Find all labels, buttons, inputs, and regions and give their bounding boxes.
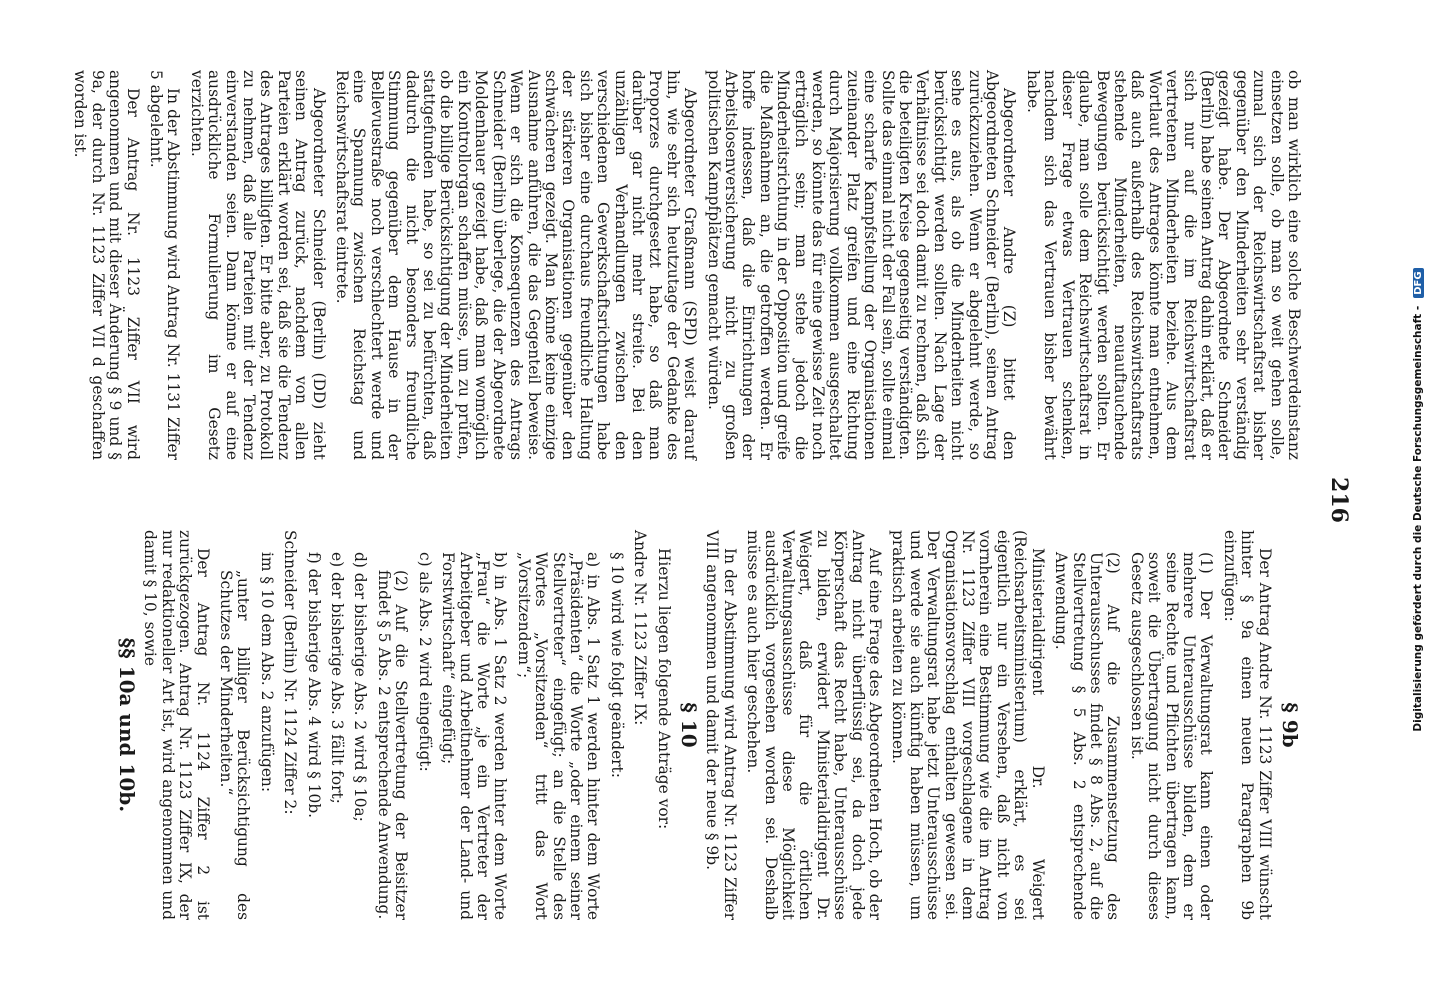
paragraph: ob man wirklich eine solche Beschwerdeinstanz einsetzen solle, ob man so weit gehen solle, zumal sich der Reichswirtschaftsrat bisher gegenüber den Minderheiten sehr verständig gezeigt habe. Der Abgeordnete Schneider (Berlin) habe seinen Antrag dahin erklärt, daß er sich nur auf die im Reichswirtschaftsrat vertretenen Minderheiten beziehe. Aus dem Wortlaut des Antrages könnte man entnehmen, daß auch außerhalb des Reichswirtschaftsrats stehende Minderheiten, neuauftauchende Bewegungen berücksichtigt werden sollten. Er glaube, man solle dem Reichswirtschaftsrat in dieser Frage etwas Vertrauen schenken, nachdem sich das Vertrauen bisher bewährt habe. bbox=[1023, 70, 1303, 460]
page-number: 216 bbox=[1326, 477, 1352, 523]
paragraph: § 10 wird wie folgt geändert: bbox=[607, 552, 626, 778]
section-heading-10ab: §§ 10a und 10b. bbox=[115, 637, 140, 813]
list-item: a) in Abs. 1 Satz 1 werden hinter dem Worte „Präsidenten“ die Worte „oder einem seiner Stellvertreter“ eingefügt; an die Stelle des Wortes „Vorsitzenden“ tritt das Wort „Vorsitzendem“; bbox=[514, 552, 603, 920]
list-item: d) der bisherige Abs. 2 wird § 10a; bbox=[351, 552, 370, 822]
paragraph: Der Antrag Andre Nr. 1123 Ziffer VIII wünscht hinter § 9a einen neuen Paragraphen 9b einzufügen: bbox=[1220, 530, 1274, 920]
section-heading-10: § 10 bbox=[677, 702, 701, 748]
dfg-logo-icon: DFG bbox=[1413, 268, 1424, 297]
section-heading-9b: § 9b bbox=[1278, 702, 1302, 748]
right-column bbox=[110, 530, 1302, 920]
left-column bbox=[65, 70, 1302, 460]
paragraph: Abgeordneter Schneider (Berlin) (DD) zieht seinen Antrag zurück, nachdem von allen Parteien erklärt worden sei, daß sie die Tendenz des Antrages billigten. Er bitte aber, zu Protokoll zu nehmen, daß alle Parteien mit der Tendenz einverstanden seien. Dann könne er auf eine ausdrückliche Formulierung im Gesetz verzichten. bbox=[187, 70, 328, 460]
paragraph: Schneider (Berlin) Nr. 1124 Ziffer 2: bbox=[281, 530, 300, 815]
paragraph: (2) Auf die Zusammensetzung des Unterausschusses findet § 8 Abs. 2, auf die Stellvertretung § 5 Abs. 2 entsprechende Anwendung. bbox=[1052, 552, 1123, 920]
paragraph: Der Antrag Nr. 1123 Ziffer VII wird angenommen und mit dieser Änderung § 9 und § 9a, der durch Nr. 1123 Ziffer VII d geschaffen worden ist. bbox=[71, 70, 142, 460]
list-item: f) der bisherige Abs. 4 wird § 10b. bbox=[304, 552, 323, 819]
paragraph: Der Antrag Nr. 1124 Ziffer 2 ist zurückgezogen. Antrag Nr. 1123 Ziffer IX, der nur redaktioneller Art ist, wird angenommen und damit § 10, sowie bbox=[141, 530, 212, 920]
paragraph: In der Abstimmung wird Antrag Nr. 1131 Ziffer 5 abgelehnt. bbox=[147, 70, 183, 460]
digitization-credit bbox=[1410, 0, 1426, 1000]
paragraph: (1) Der Verwaltungsrat kann einen oder mehrere Unterausschüsse bilden, dem er seine Rechte und Pflichten übertragen kann, soweit die Übertragung nicht durch dieses Gesetz ausgeschlossen ist. bbox=[1127, 552, 1216, 920]
credit-text: Digitalisierung gefördert durch die Deutsche Forschungsgemeinschaft - bbox=[1412, 305, 1424, 732]
paragraph: In der Abstimmung wird Antrag Nr. 1123 Ziffer VIII angenommen und damit der neue § 9b. bbox=[703, 530, 739, 920]
list-item: e) der bisherige Abs. 3 fällt fort; bbox=[328, 552, 347, 804]
paragraph: „unter billiger Berücksichtigung des Schutzes der Minderheiten.“ bbox=[217, 570, 253, 920]
paragraph: Ministerialdirigent Dr. Weigert (Reichsarbeitsministerium) erklärt, es sei eigentlich nur ein Versehen, daß nicht von vornherein eine Bestimmung wie die im Antrag Nr. 1123 Ziffer VIII vorgeschlagene in dem Organisationsvorschlag enthalten gewesen sei. Der Verwaltungsrat habe jetzt Unterausschüsse und werde sie auch künftig haben müssen, um praktisch arbeiten zu können. bbox=[889, 530, 1047, 920]
paragraph: Abgeordneter Graßmann (SPD) weist darauf hin, wie sehr sich heutzutage der Gedanke des Proporzes durchgesetzt habe, so daß man darüber gar nicht mehr streite. Bei den unzähligen Verhandlungen zwischen den verschiedenen Gewerkschaftsrichtungen habe sich bisher eine durchaus freundliche Haltung der stärkeren Organisationen gegenüber den schwächeren gezeigt. Man könne keine einzige Ausnahme anführen, die das Gegenteil beweise. Wenn er sich die Konsequenzen des Antrags Schneider (Berlin) überlege, die der Abgeordnete Moldenhauer gezeigt habe, daß man womöglich ein Kontrollorgan schaffen müsse, um zu prüfen, ob die billige Berücksichtigung der Minderheiten stattgefunden habe, so sei zu befürchten, daß dadurch die nicht besonders freundliche Stimmung gegenüber dem Hause in der Bellevuestraße noch verschlechtert werde und eine Spannung zwischen Reichstag und Reichswirtschaftsrat eintrete. bbox=[333, 70, 700, 460]
paragraph: Abgeordneter Andre (Z) bittet den Abgeordneten Schneider (Berlin), seinen Antrag zurückzuziehen. Wenn er abgelehnt werde, so sehe es aus, als ob die Minderheiten nicht berücksichtigt werden sollten. Nach Lage der Verhältnisse sei doch damit zu rechnen, daß sich die beteiligten Kreise gegenseitig verständigten. Sollte das einmal nicht der Fall sein, sollte einmal eine scharfe Kampfstellung der Organisationen zueinander Platz greifen und eine Richtung durch Majorisierung vollkommen ausgeschaltet werden, so könnte das für eine gewisse Zeit noch erträglich sein; man stehe jedoch die Minderheitsrichtung in der Opposition und greife die Maßnahmen an, die getroffen werden. Er hoffe indessen, daß die Einrichtungen der Arbeitslosenversicherung nicht zu großen politischen Kampfplätzen gemacht würden. bbox=[704, 70, 1019, 460]
list-item: b) in Abs. 1 Satz 2 werden hinter dem Worte „Frau“ die Worte „je ein Vertreter der Arbeitgeber und Arbeitnehmer der Land- und Forstwirtschaft“ eingefügt; bbox=[439, 552, 510, 920]
list-item: (2) Auf die Stellvertretung der Beisitzer findet § 5 Abs. 2 entsprechende Anwendung. bbox=[374, 570, 411, 920]
paragraph: Andre Nr. 1123 Ziffer IX: bbox=[631, 530, 650, 726]
scanned-page bbox=[52, 60, 1352, 940]
paragraph: Auf eine Frage des Abgeordneten Hoch, ob der Antrag nicht überflüssig sei, da doch jede Körperschaft das Recht habe, Unterausschüsse zu bilden, erwidert Ministerialdirigent Dr. Weigert, daß für die örtlichen Verwaltungsausschüsse diese Möglichkeit ausdrücklich vorgesehen worden sei. Deshalb müsse es auch hier geschehen. bbox=[744, 530, 885, 920]
paragraph: im § 10 dem Abs. 2 anzufügen: bbox=[257, 552, 276, 793]
paragraph: Hierzu liegen folgende Anträge vor: bbox=[654, 548, 673, 830]
list-item: c) als Abs. 2 wird eingefügt: bbox=[415, 552, 434, 772]
